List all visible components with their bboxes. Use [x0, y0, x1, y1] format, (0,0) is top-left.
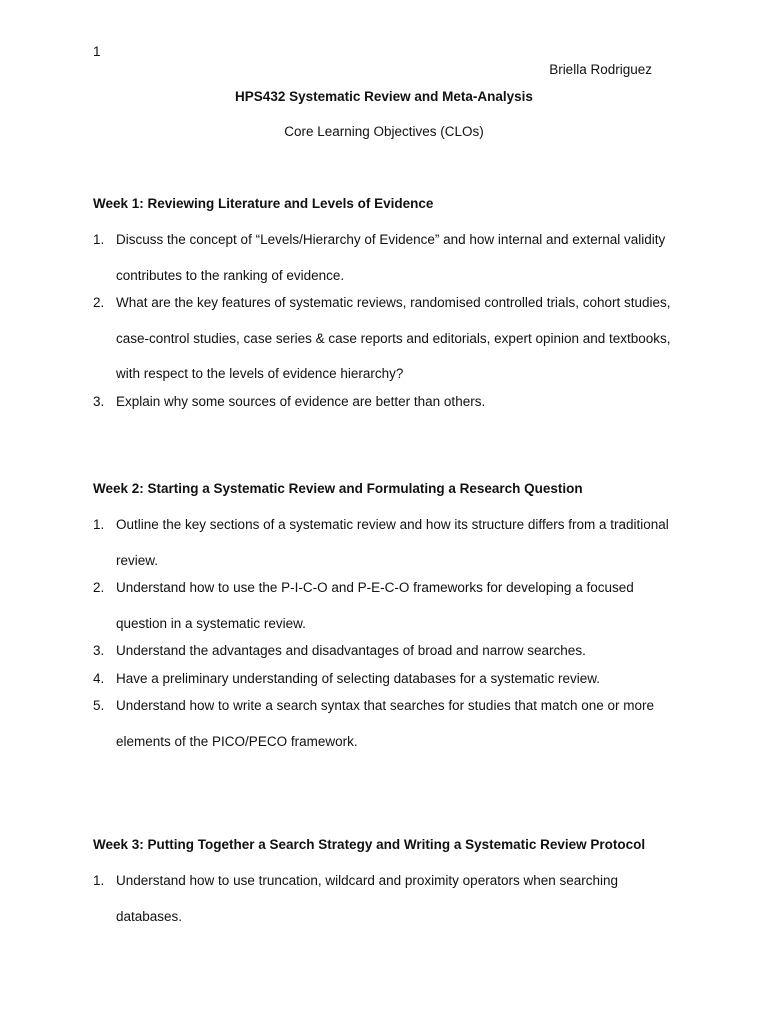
list-item-number: 1. [93, 232, 105, 247]
list-item [93, 507, 673, 578]
author-name: Briella Rodriguez [549, 62, 652, 77]
list-item-number: 5. [93, 698, 105, 713]
list-item [93, 570, 673, 641]
list-item [93, 285, 673, 392]
list-item-text: Understand how to write a search syntax that searches for studies that match one or more elements of the PICO/PECO framework. [116, 698, 655, 749]
week-1-heading: Week 1: Reviewing Literature and Levels of Evidence [93, 196, 434, 211]
list-item-number: 1. [93, 873, 105, 888]
list-item [93, 384, 673, 420]
week-2-heading: Week 2: Starting a Systematic Review and Formulating a Research Question [93, 481, 583, 496]
list-item-text: Have a preliminary understanding of selecting databases for a systematic review. [116, 670, 600, 686]
list-item-text: Outline the key sections of a systematic review and how its structure differs from a traditional review. [116, 517, 669, 568]
list-item-number: 4. [93, 670, 105, 686]
list-item [93, 688, 673, 759]
document-title: HPS432 Systematic Review and Meta-Analysis [235, 89, 533, 104]
list-item-text: Understand how to use the P-I-C-O and P-E-C-O frameworks for developing a focused question in a systematic review. [116, 580, 634, 631]
list-item-text: Understand how to use truncation, wildcard and proximity operators when searching databases. [116, 873, 619, 924]
week-2-section [93, 479, 673, 759]
list-item [93, 222, 673, 293]
list-item-number: 2. [93, 295, 105, 310]
list-item-text: Discuss the concept of “Levels/Hierarchy of Evidence” and how internal and external validity contributes to the ranking of evidence. [116, 232, 666, 283]
document-subtitle: Core Learning Objectives (CLOs) [284, 124, 484, 139]
list-item-text: Understand the advantages and disadvantages of broad and narrow searches. [116, 643, 586, 658]
list-item-number: 1. [93, 517, 105, 532]
week-1-section [93, 194, 673, 419]
list-item-text: Explain why some sources of evidence are better than others. [116, 393, 486, 409]
week-3-heading: Week 3: Putting Together a Search Strategy and Writing a Systematic Review Protocol [93, 837, 646, 852]
list-item-text: What are the key features of systematic reviews, randomised controlled trials, cohort studies, case-control studies, case series & case reports and editorials, expert opinion and textbooks, with respect to the levels of evidence hierarchy? [116, 295, 671, 381]
list-item-number: 3. [93, 643, 105, 658]
week-3-section [93, 835, 673, 934]
list-item-number: 3. [93, 393, 105, 409]
page-number: 1 [93, 44, 101, 59]
list-item-number: 2. [93, 580, 105, 595]
list-item [93, 863, 673, 934]
